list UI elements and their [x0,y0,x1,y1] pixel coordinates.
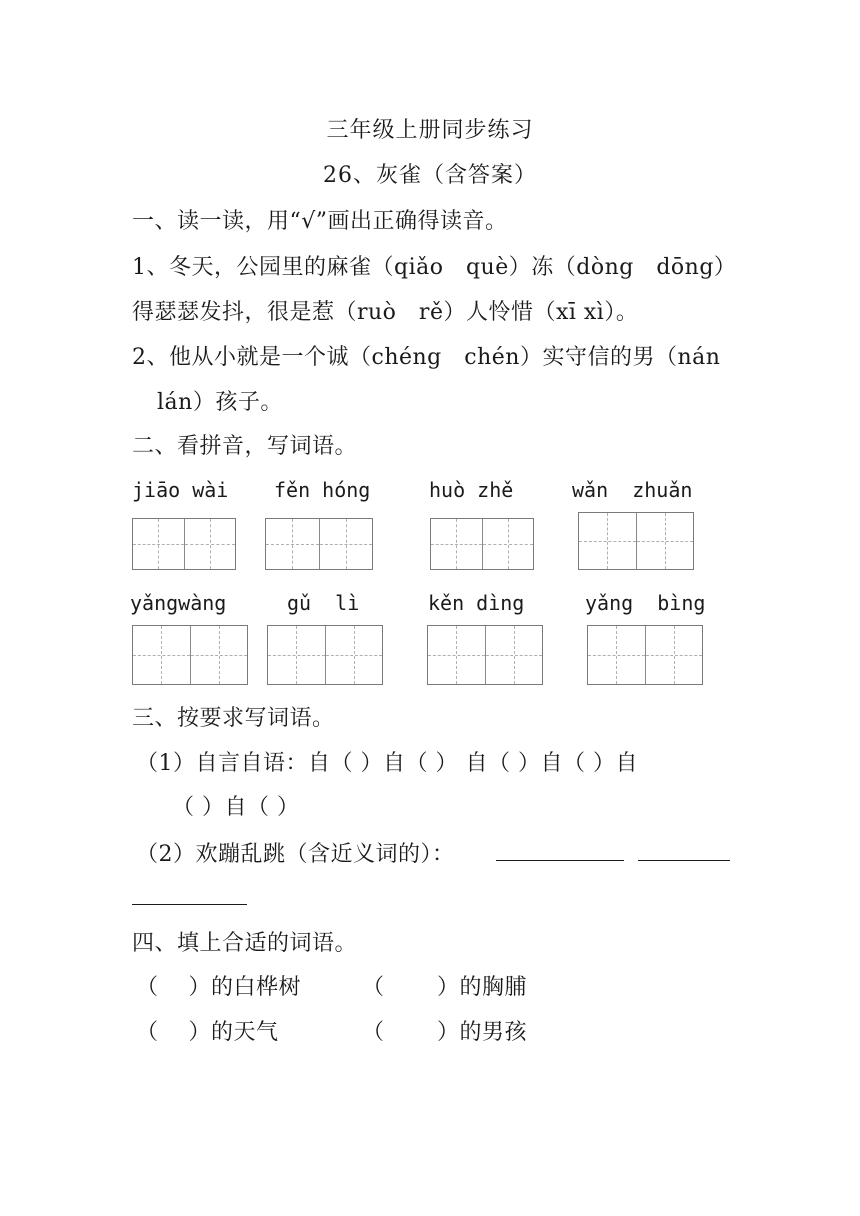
section1-q2-line2: lán）孩子。 [157,390,283,415]
writing-grid[interactable] [427,625,543,685]
writing-grid[interactable] [578,512,694,570]
pinyin-gu-li: gǔ lì [287,591,360,615]
pinyin-ken-ding: kěn dìng [428,591,525,615]
answer-blank[interactable] [496,836,624,861]
pinyin-huo-zhe: huò zhě [429,478,514,502]
section2-heading: 二、看拼音，写词语。 [132,434,358,459]
section1-q1-line1: 1、冬天，公园里的麻雀（qiǎo què）冻（dòng dōng） [132,255,737,280]
pinyin-fen-hong: fěn hóng [274,478,371,502]
section3-q1-line2: （ ）自（ ） [172,795,300,820]
pinyin-jiao-wai: jiāo wài [132,478,229,502]
fill-item-weather: （ ）的天气 [136,1020,279,1045]
answer-blank[interactable] [638,836,730,861]
answer-blank[interactable] [132,880,247,905]
page-title: 三年级上册同步练习 [326,118,534,143]
fill-item-birch: （ ）的白桦树 [136,975,301,1000]
section4-heading: 四、填上合适的词语。 [132,931,358,956]
section3-q1-line1: （1）自言自语：自（ ）自（ ） 自（ ）自（ ）自 [136,751,638,776]
section1-q2-line1: 2、他从小就是一个诚（chéng chén）实守信的男（nán [132,345,721,370]
fill-item-chest: （ ）的胸脯 [362,975,527,1000]
section1-q1-line2: 得瑟瑟发抖，很是惹（ruò rě）人怜惜（xī xì）。 [132,300,639,325]
pinyin-yang-wang: yǎngwàng [130,591,227,615]
page-subtitle: 26、灰雀（含答案） [323,163,537,188]
section3-heading: 三、按要求写词语。 [132,706,335,731]
writing-grid[interactable] [265,518,373,570]
fill-item-boy: （ ）的男孩 [362,1020,527,1045]
writing-grid[interactable] [132,625,248,685]
writing-grid[interactable] [132,518,236,570]
writing-grid[interactable] [267,625,383,685]
pinyin-wan-zhuan: wǎn zhuǎn [572,478,693,502]
section3-q2-label: （2）欢蹦乱跳（含近义词的）： [136,842,455,867]
writing-grid[interactable] [587,625,703,685]
writing-grid[interactable] [430,518,534,570]
pinyin-yang-bing: yǎng bìng [585,591,706,615]
section1-heading: 一、读一读，用“√”画出正确得读音。 [132,209,508,234]
